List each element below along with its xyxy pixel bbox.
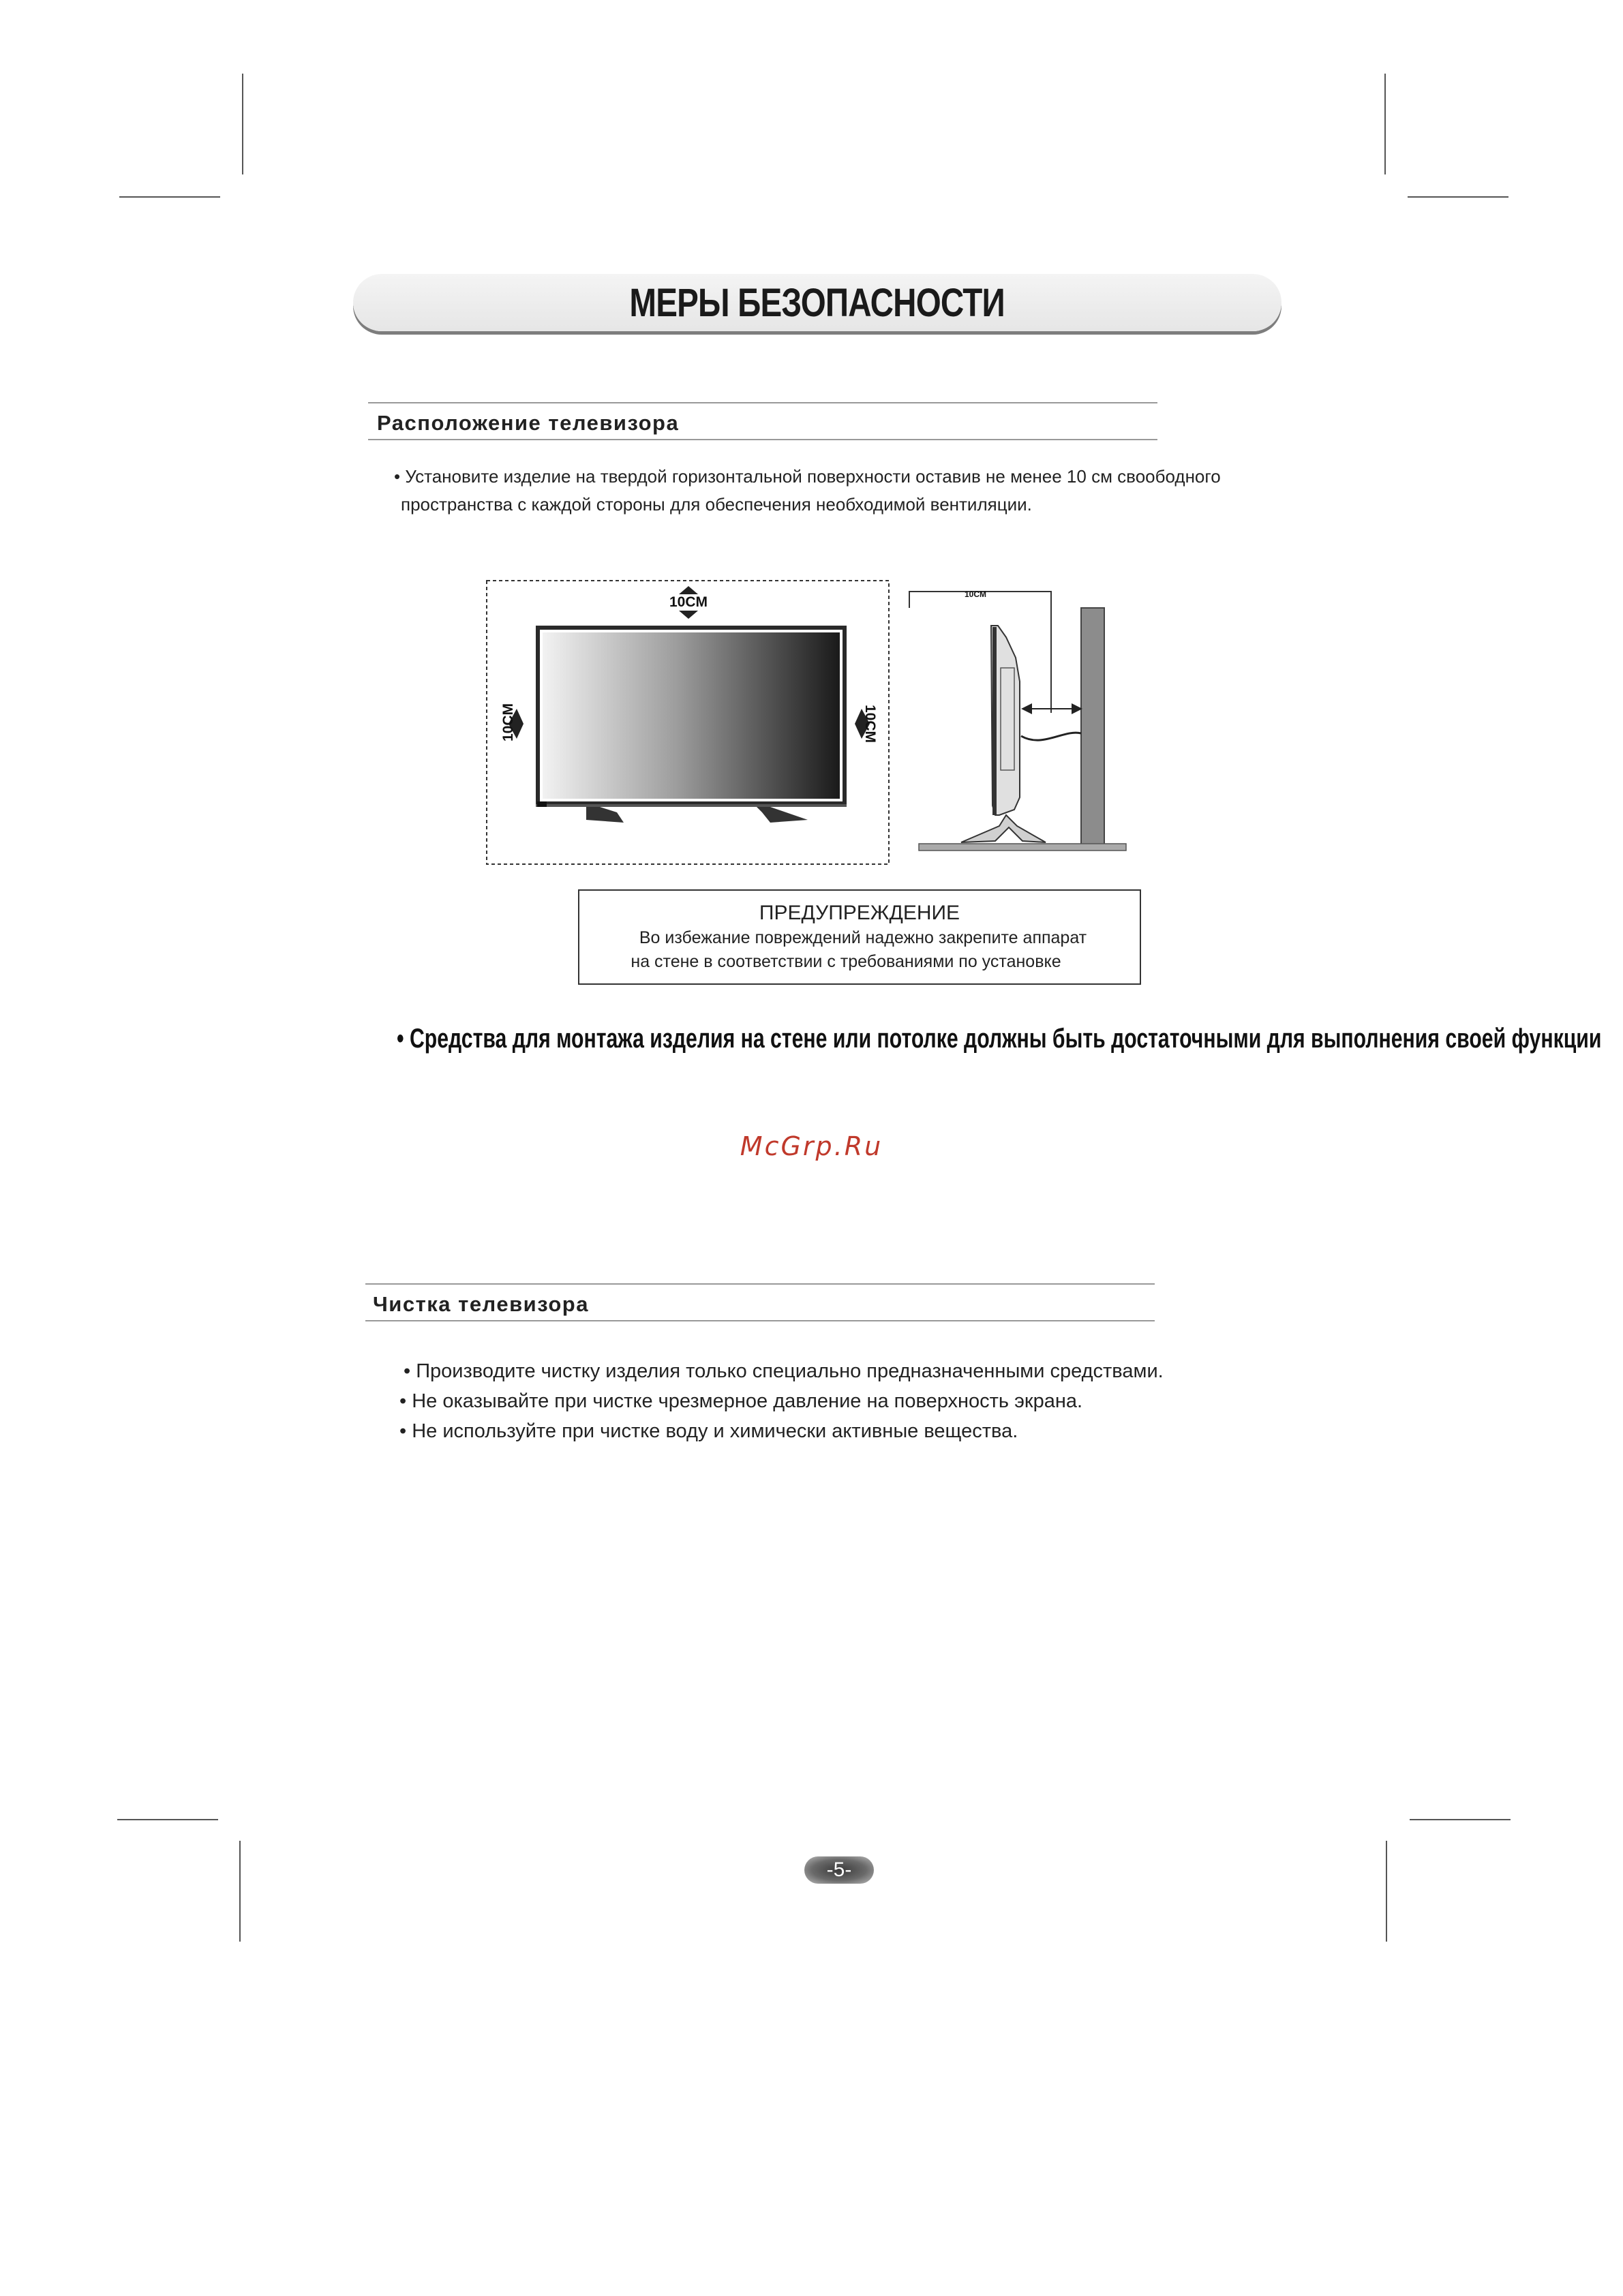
section-title: Чистка телевизора	[373, 1292, 589, 1316]
tv-side-view	[909, 590, 1126, 851]
crop-mark	[119, 196, 220, 198]
top-clearance-label: 10CM	[669, 594, 708, 610]
warning-box	[578, 889, 1141, 985]
page-number: -5-	[804, 1856, 874, 1884]
ventilation-diagram	[477, 572, 1132, 872]
warning-line: Во избежание повреждений надежно закрепите аппарат	[639, 928, 1087, 947]
page-title: МЕРЫ БЕЗОПАСНОСТИ	[629, 280, 1005, 325]
crop-mark	[117, 1819, 218, 1820]
warning-title: ПРЕДУПРЕЖДЕНИЕ	[759, 902, 960, 924]
warning-line: на стене в соответствии с требованиями по установке	[631, 952, 1061, 971]
section-title: Расположение телевизора	[377, 411, 680, 435]
left-clearance-label: 10CM	[500, 703, 516, 742]
left-clearance-arrow	[500, 703, 524, 741]
crop-mark	[242, 74, 243, 174]
top-clearance-arrow	[669, 586, 708, 619]
crop-mark	[1386, 1841, 1387, 1942]
list-item: • Не используйте при чистке воду и химически активные вещества.	[399, 1420, 1018, 1442]
placement-paragraph	[394, 463, 1221, 519]
side-clearance-label: 10CM	[964, 590, 987, 599]
text-line: • Установите изделие на твердой горизонтальной поверхности оставив не менее 10 см своободного	[394, 466, 1221, 487]
crop-mark	[1410, 1819, 1511, 1820]
list-item: • Производите чистку изделия только специально предназначенными средствами.	[404, 1360, 1164, 1382]
watermark: McGrp.Ru	[740, 1131, 883, 1161]
list-item: • Не оказывайте при чистке чрезмерное давление на поверхность экрана.	[399, 1390, 1083, 1412]
tv-front-view	[536, 626, 847, 823]
title-banner	[353, 274, 1281, 331]
right-clearance-label: 10CM	[862, 704, 878, 744]
right-clearance-arrow	[855, 705, 878, 743]
text-line: пространства с каждой стороны для обеспечения необходимой вентиляции.	[401, 494, 1032, 515]
crop-mark	[1408, 196, 1508, 198]
crop-mark	[239, 1841, 241, 1942]
crop-mark	[1384, 74, 1386, 174]
mounting-note: • Средства для монтажа изделия на стене или потолке должны быть достаточными для выполнения своей функции	[397, 1024, 1602, 1054]
